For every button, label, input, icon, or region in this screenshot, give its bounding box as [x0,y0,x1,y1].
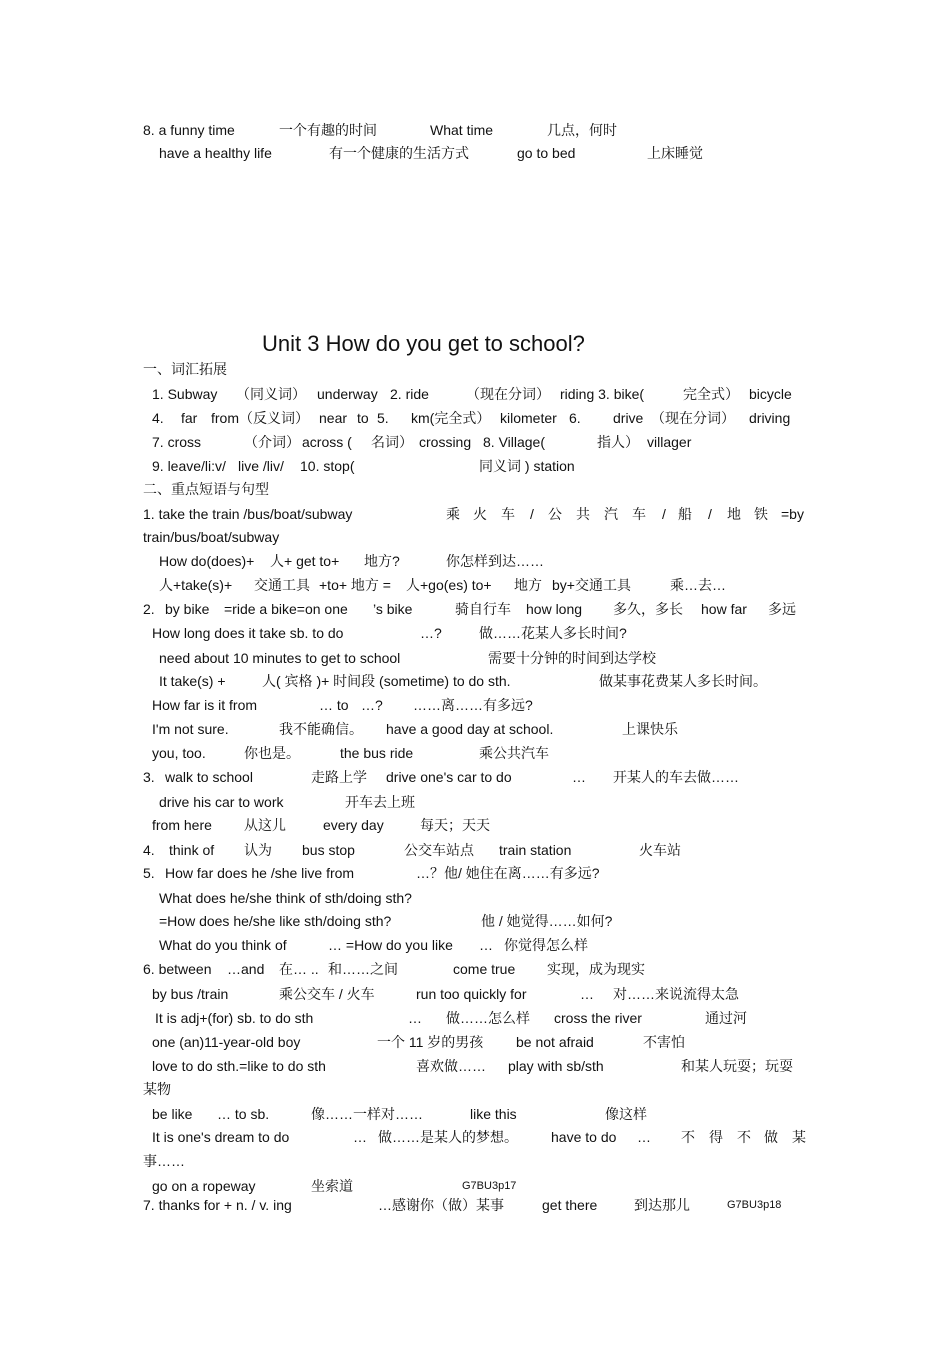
unit-title: Unit 3 How do you get to school? [262,331,585,356]
page-ref-p18: G7BU3p18 [727,1199,782,1211]
page-ref-p17: G7BU3p17 [462,1180,517,1192]
